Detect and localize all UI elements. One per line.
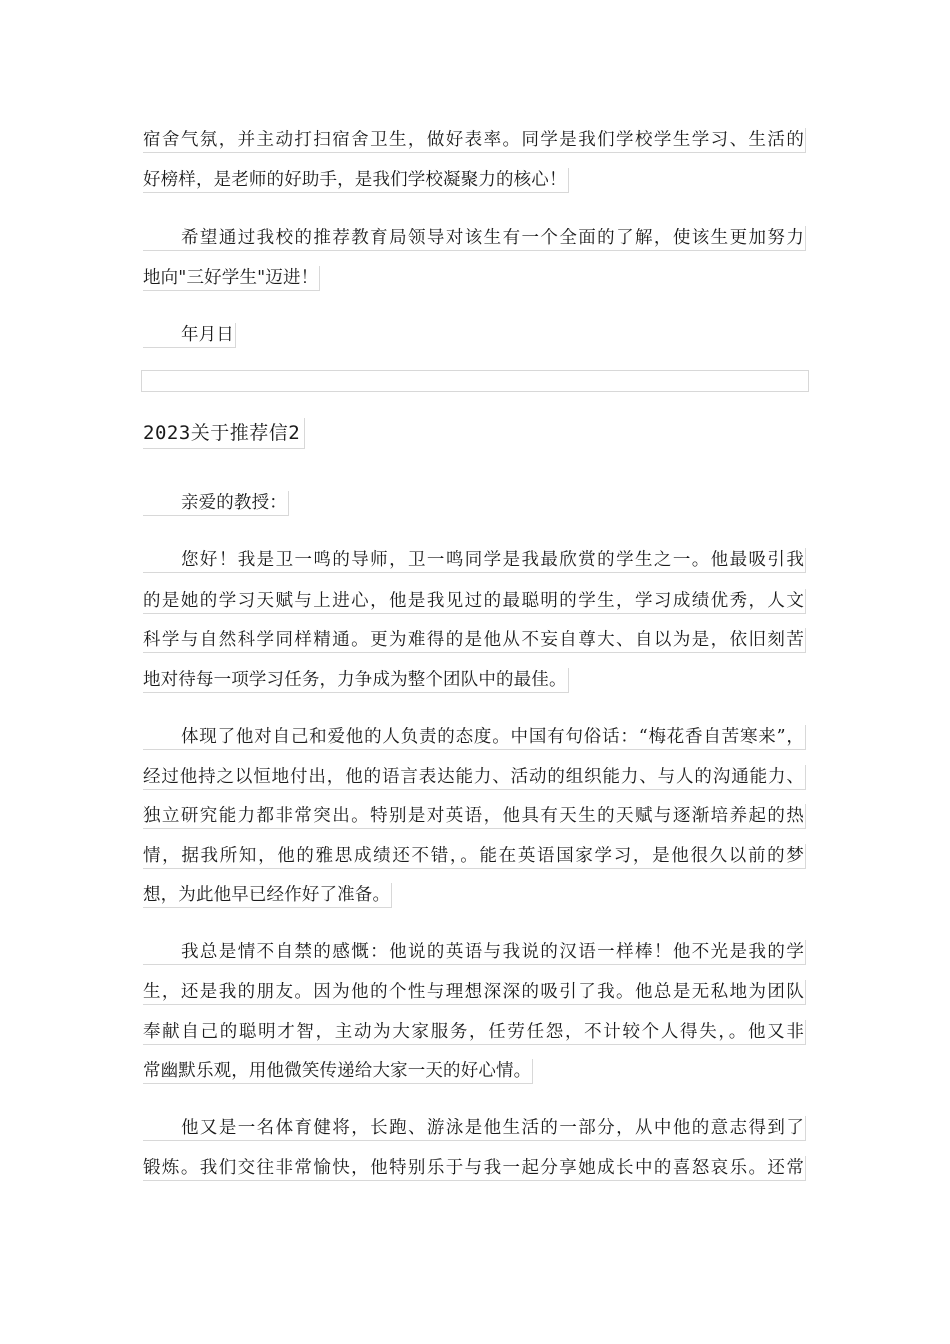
paragraph-line: 情，据我所知，他的雅思成绩还不错，。能在英语国家学习，是他很久以前的梦	[143, 844, 806, 869]
paragraph-line: 地对待每一项学习任务，力争成为整个团队中的最佳。	[143, 668, 569, 693]
paragraph-line: 经过他持之以恒地付出，他的语言表达能力、活动的组织能力、与人的沟通能力、	[143, 765, 806, 790]
paragraph-line: 常幽默乐观，用他微笑传递给大家一天的好心情。	[143, 1059, 533, 1084]
paragraph-line: 好榜样，是老师的好助手，是我们学校凝聚力的核心！	[143, 168, 569, 193]
paragraph-line: 宿舍气氛，并主动打扫宿舍卫生，做好表率。同学是我们学校学生学习、生活的	[143, 128, 806, 153]
paragraph-line: 他又是一名体育健将，长跑、游泳是他生活的一部分，从中他的意志得到了	[143, 1116, 806, 1141]
paragraph-line: 地向"三好学生"迈进！	[143, 266, 320, 291]
paragraph-line: 的是她的学习天赋与上进心，他是我见过的最聪明的学生，学习成绩优秀，人文	[143, 589, 806, 614]
paragraph-line: 独立研究能力都非常突出。特别是对英语，他具有天生的天赋与逐渐培养起的热	[143, 804, 806, 829]
paragraph-line: 锻炼。我们交往非常愉快，他特别乐于与我一起分享她成长中的喜怒哀乐。还常	[143, 1156, 806, 1181]
paragraph-line: 我总是情不自禁的感慨：他说的英语与我说的汉语一样棒！他不光是我的学	[143, 940, 806, 965]
section-separator	[141, 370, 809, 392]
paragraph-line: 科学与自然科学同样精通。更为难得的是他从不妄自尊大、自以为是，依旧刻苦	[143, 628, 806, 653]
date-line: 年月日	[143, 323, 236, 348]
paragraph-line: 奉献自己的聪明才智，主动为大家服务，任劳任怨，不计较个人得失，。他又非	[143, 1020, 806, 1045]
section-heading: 2023关于推荐信2	[143, 418, 305, 449]
paragraph-line: 您好！我是卫一鸣的导师，卫一鸣同学是我最欣赏的学生之一。他最吸引我	[143, 548, 806, 573]
salutation-line: 亲爱的教授：	[143, 491, 289, 516]
paragraph-line: 生，还是我的朋友。因为他的个性与理想深深的吸引了我。他总是无私地为团队	[143, 980, 806, 1005]
paragraph-line: 希望通过我校的推荐教育局领导对该生有一个全面的了解，使该生更加努力	[143, 226, 806, 251]
paragraph-line: 体现了他对自己和爱他的人负责的态度。中国有句俗话：“梅花香自苦寒来”，	[143, 725, 806, 750]
paragraph-line: 想，为此他早已经作好了准备。	[143, 883, 392, 908]
